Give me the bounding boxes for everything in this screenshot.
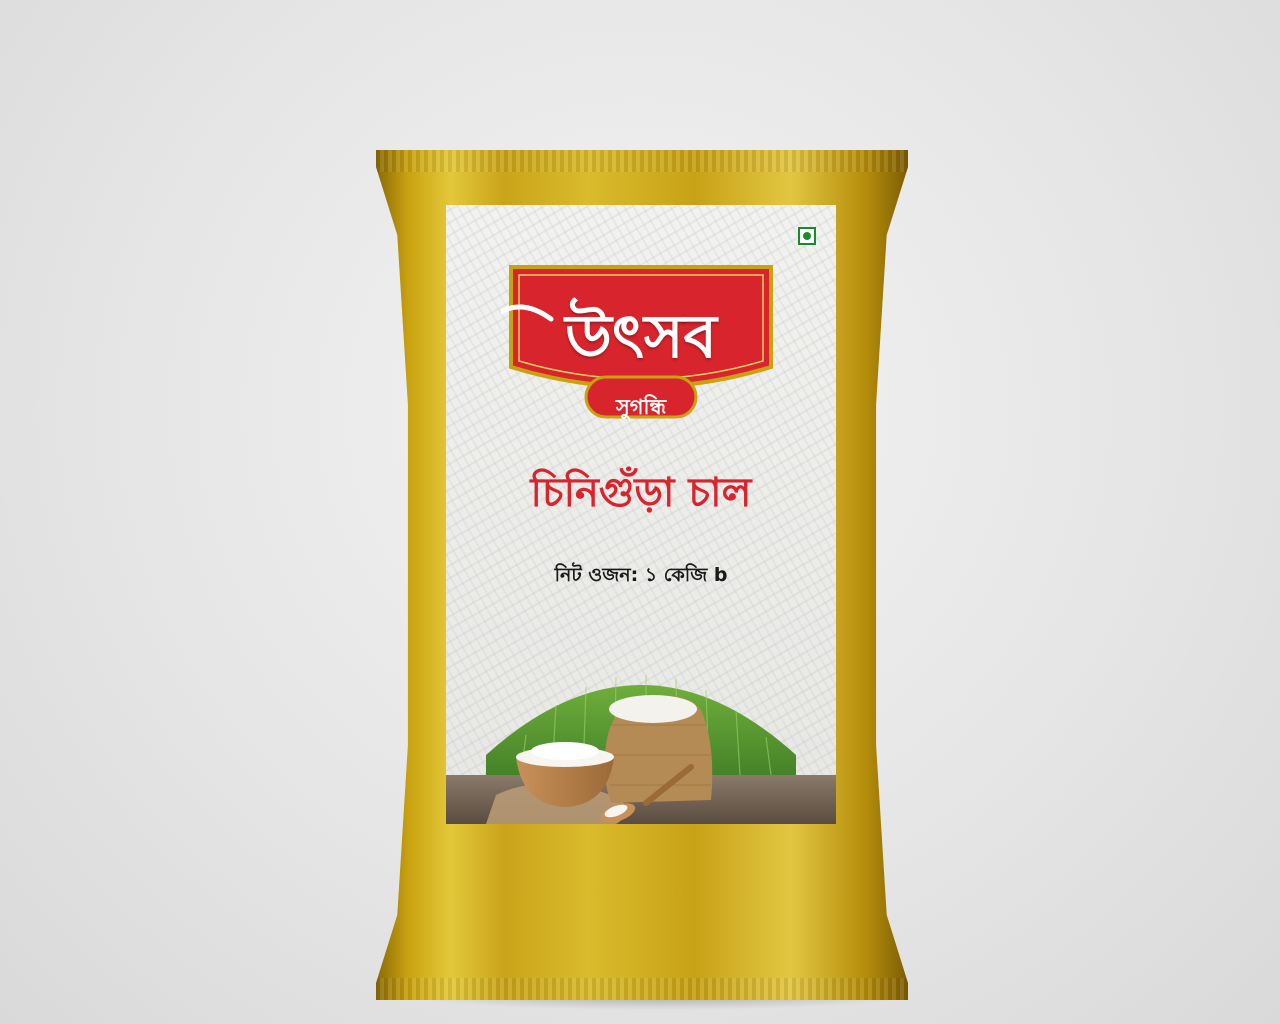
net-weight: নিট ওজন: ১ কেজি b bbox=[554, 564, 728, 586]
brand-name: উৎসব bbox=[565, 302, 717, 372]
brand-logo bbox=[501, 257, 781, 432]
veg-mark-icon bbox=[798, 227, 816, 245]
rice-sack-image bbox=[604, 695, 712, 803]
sub-brand-badge: সুগন্ধি bbox=[615, 395, 667, 419]
rice-field-photo bbox=[446, 625, 836, 824]
product-name: চিনিগুঁড়া চাল bbox=[530, 470, 752, 516]
front-label-panel bbox=[446, 205, 836, 824]
